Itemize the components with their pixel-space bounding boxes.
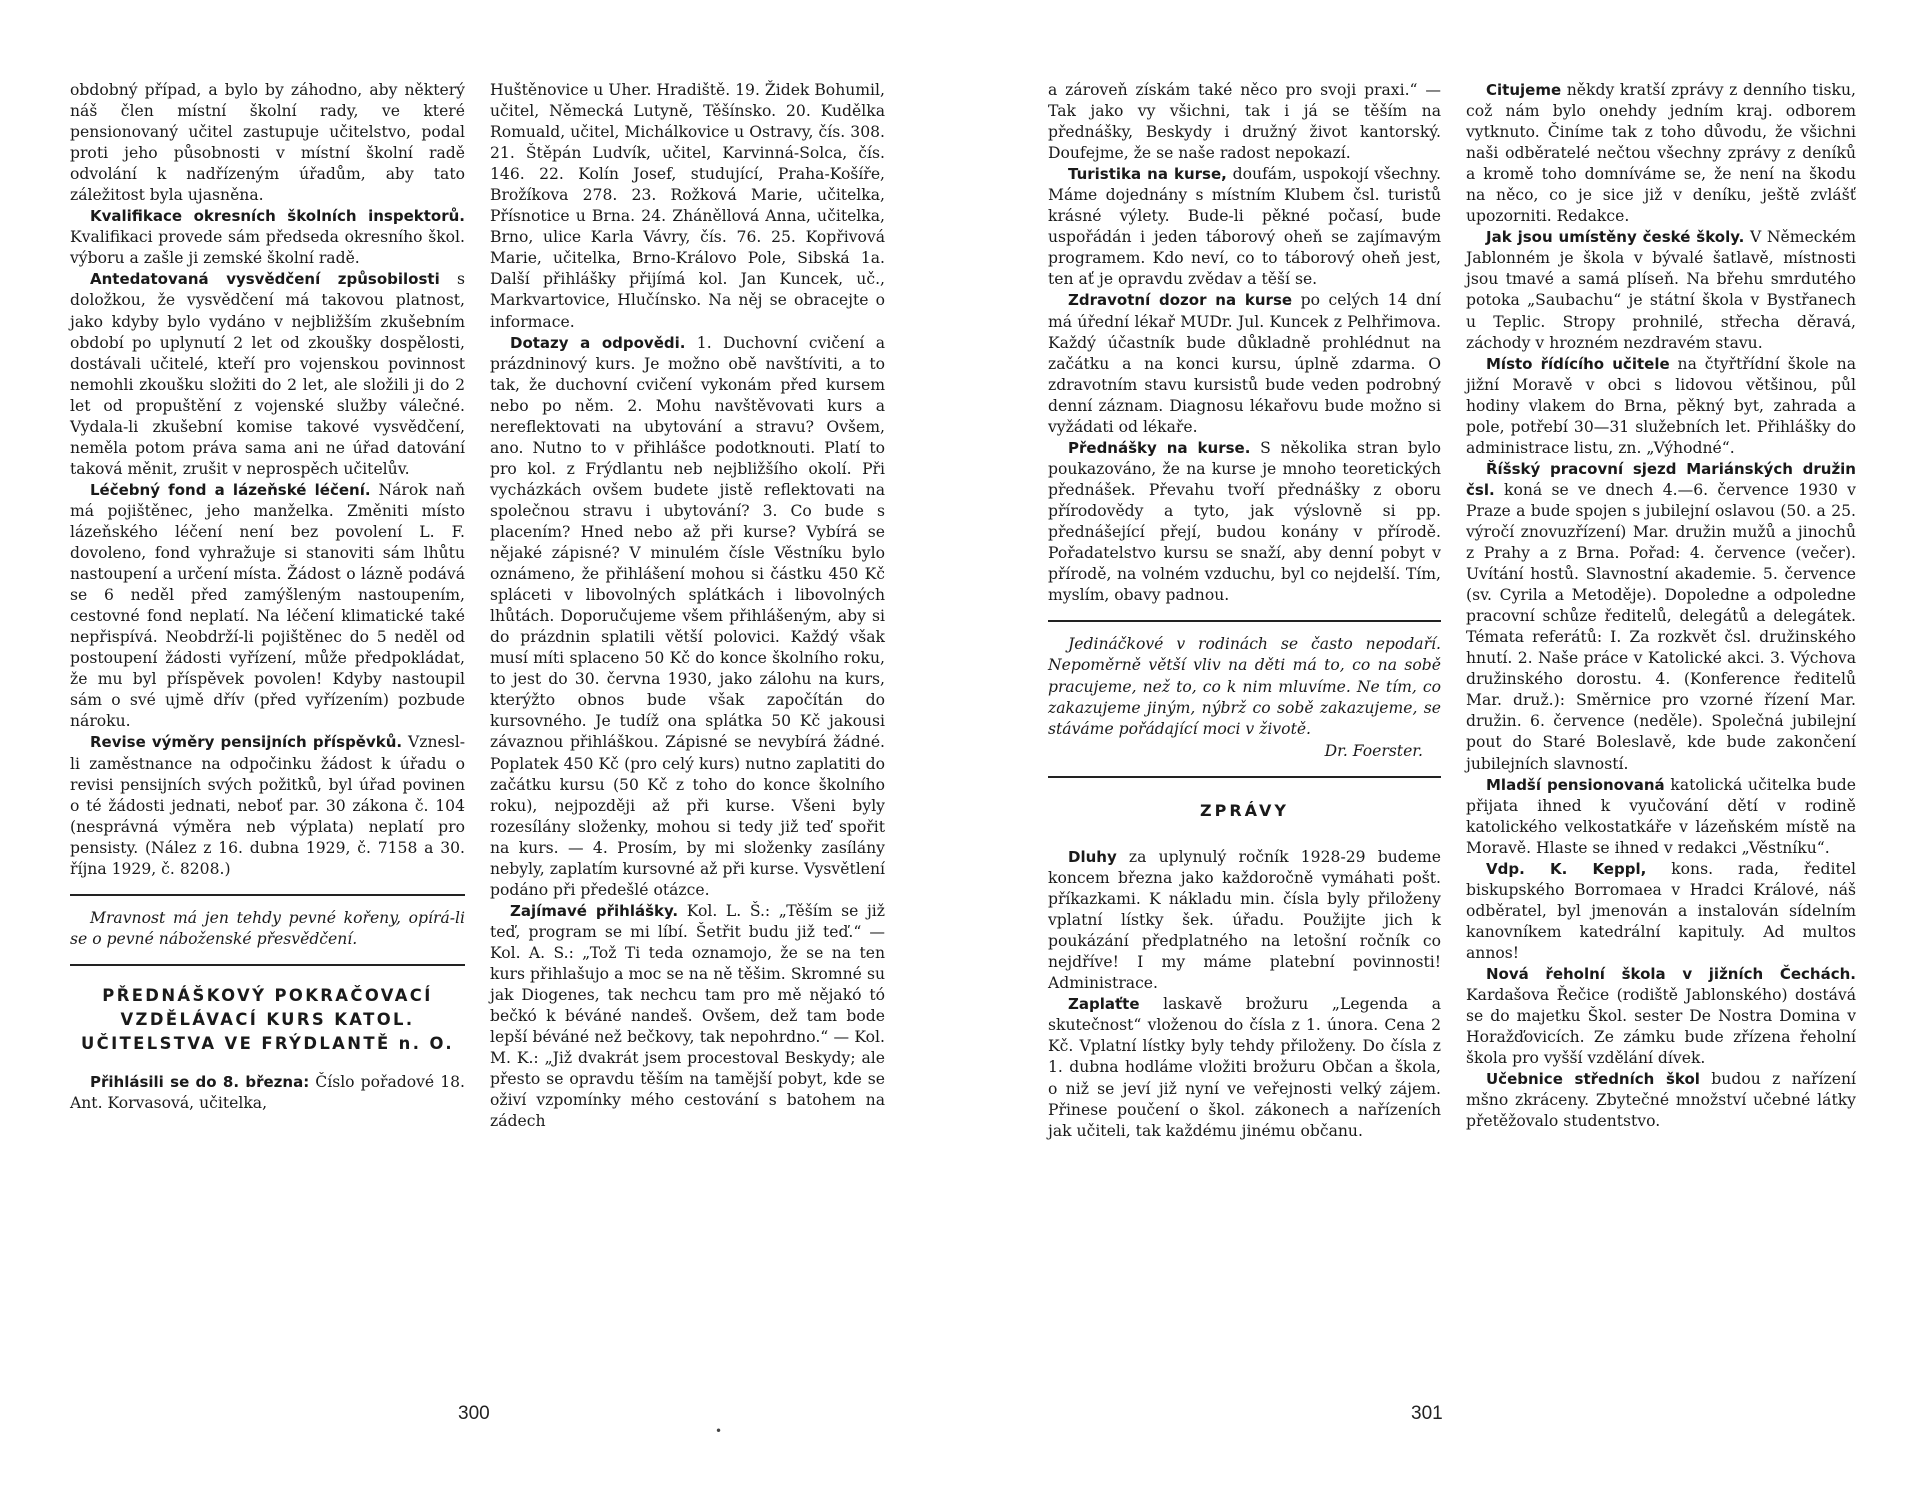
article-zajimave: Zajímavé přihlášky. Kol. L. Š.: „Těším se již teď, program se mi líbí. Šetřit budu již teď.“ — Kol. A. S.: „Tož Ti teda oznamojo, že se na ten kurs přihlašujo a moc se na ně těšim. Skromné su jak Diogenes, tak nechcu tam pro mě nějakó tó bečkó k béváné nandeš. Ovšem, dež tam bode lepší béváné než bečkovy, tak nepohrdno.“ — Kol. M. K.: „Již dvakrát jsem procestoval Beskydy; ale přesto se opravdu těším na tamější pobyt, kde se oživí vzpomínky mého cestování s batohem na zádech bbox=[490, 901, 885, 1131]
article-ucebnice: Učebnice středních škol budou z nařízení mšno zkráceny. Zbytečné množství učebné látky přetěžovalo studentstvo. bbox=[1466, 1070, 1856, 1131]
right-page-column-2 bbox=[1466, 80, 1856, 1132]
article-zaplatte: Zaplaťte laskavě brožuru „Legenda a skutečnost“ vloženou do čísla z 1. února. Cena 2 Kč. Vplatní lístky byly tehdy přiloženy. Do čísla z 1. dubna hodláme vložiti brožuru Občan a škola, o niž se jeví již nyní ve veřejnosti velký zájem. Přinese poučení o škol. zákonech a nařízeních jak učiteli, tak každému jinému občanu. bbox=[1048, 995, 1441, 1140]
section-heading: PŘEDNÁŠKOVÝ POKRAČOVACÍ VZDĚLÁVACÍ KURS KATOL. UČITELSTVA VE FRÝDLANTĚ n. O. bbox=[80, 986, 455, 1054]
article-jak-jsou: Jak jsou umístěny české školy. V Německém Jablonném je škola v bývalé šatlavě, místnosti jsou tmavé a samá plíseň. Na břehu smrdutého potoka „Saubachu“ je státní škola v Bystřanech u Teplic. Stropy prohnilé, střecha děravá, záchody v hrozném nezdravém stavu. bbox=[1466, 228, 1856, 352]
left-page-column-1 bbox=[70, 80, 465, 1114]
article-heading: Zdravotní dozor na kurse bbox=[1068, 291, 1293, 310]
article-citujeme: Citujeme někdy kratší zprávy z denního tisku, což nám bylo onehdy jedním kraj. odborem vytknuto. Činíme tak z toho důvodu, že všichni naši odběratelé nečtou všechny zprávy z deníků a kromě toho domníváme se, že není na škodu na něco, co je sice již v deníku, ještě zvlášť upozorniti. Redakce. bbox=[1466, 81, 1856, 226]
article-kvalifikace: Kvalifikace okresních školních inspektorů. Kvalifikaci provede sám předseda okresního škol. výboru a zašle ji zemské školní radě. bbox=[70, 207, 465, 268]
quote-author: Dr. Foerster. bbox=[1324, 741, 1423, 760]
article-heading: Jak jsou umístěny české školy. bbox=[1486, 228, 1745, 247]
article-dluhy: Dluhy za uplynulý ročník 1928-29 budeme koncem března jako každoročně vymáhati pošt. příkazkami. K nákladu min. čísla byly přiloženy vplatní lístky šek. úřadu. Použijte jich k poukázání předplatného na letošní ročník co nejdříve! I my máme platební povinnosti! Administrace. bbox=[1048, 848, 1441, 993]
quote-foerster: Jedináčkové v rodinách se často nepodaří. Nepoměrně větší vliv na děti má to, co na sobě pracujeme, než to, co k nim mluvíme. Ne tím, co zakazujeme jiným, nýbrž co sobě zakazujeme, se stáváme pořádající moci v životě. Dr. Foerster. bbox=[1048, 634, 1441, 740]
article-heading: Mladší pensionovaná bbox=[1486, 775, 1665, 794]
divider-rule bbox=[1048, 620, 1441, 622]
article-heading: Zaplaťte bbox=[1068, 995, 1140, 1014]
article-paragraph: a zároveň získám také něco pro svoji praxi.“ — Tak jako vy všichni, tak i já se těším na přednášky, Beskydy i družný život kantorský. Doufejme, že se naše radost nepokazí. bbox=[1048, 81, 1441, 163]
article-misto: Místo řídícího učitele na čtyřtřídní škole na jižní Moravě v obci s lidovou většinou, půl hodiny vlakem do Brna, pěkný byt, zahrada a pole, potřebí 30—31 služebních let. Přihlášky do administrace listu, zn. „Výhodné“. bbox=[1466, 354, 1856, 457]
article-zdravotni: Zdravotní dozor na kurse po celých 14 dní má úřední lékař MUDr. Jul. Kuncek z Pelhřimova. Každý účastník bude důkladně prohlédnut na začátku a na konci kursu, úplně zdarma. O zdravotním stavu kursistů bude veden podrobný denní záznam. Diagnosu lékařovu bude možno si vyžádati od lékaře. bbox=[1048, 291, 1441, 436]
article-heading: Dotazy a odpovědi. bbox=[510, 333, 686, 352]
article-paragraph: obdobný případ, a bylo by záhodno, aby některý náš člen místní školní rady, ve které pensionovaný učitel zastupuje učitelstvo, podal proti jeho působnosti v místní školní radě odvolání k nadřízeným úřadům, aby tato záležitost byla ujasněna. bbox=[70, 81, 465, 205]
article-antedatovana: Antedatovaná vysvědčení způsobilosti s doložkou, že vysvědčení má takovou platnost, jako kdyby bylo vydáno v nejbližším zkušebním období po uplynutí 2 let od zkoušky dospělosti, dostávali učitelé, kteří pro vojenskou povinnost nemohli zkoušku složiti do 2 let, ale složili ji do 2 let od propuštění z vojenské služby válečné. Vydala-li zkušební komise takové vysvědčení, neměla potom práva sama ani ne úřad datování taková měnit, zrušit v neprospěch učitelův. bbox=[70, 270, 465, 478]
article-revise: Revise výměry pensijních příspěvků. Vznesl-li zaměstnance na odpočinku žádost k úřadu o revisi pensijních svých požitků, byl úřad povinen o té žádosti jednati, neboť par. 30 zákona č. 104 (nesprávná výměra neb výplata) neplatí pro pensisty. (Nález z 16. dubna 1929, č. 7158 a 30. října 1929, č. 8208.) bbox=[70, 733, 465, 878]
page-number-right: 301 bbox=[1411, 1403, 1443, 1424]
article-heading: Léčebný fond a lázeňské léčení. bbox=[90, 480, 371, 499]
article-heading: Citujeme bbox=[1486, 81, 1562, 99]
article-heading: Přednášky na kurse. bbox=[1068, 438, 1251, 457]
article-paragraph: Huštěnovice u Uher. Hradiště. 19. Židek Bohumil, učitel, Německá Lutyně, Těšínsko. 20. Kudělka Romuald, učitel, Michálkovice u Ostravy, čís. 308. 21. Štěpán Ludvík, učitel, Karvinná-Solca, čís. 146. 22. Kolín Josef, studující, Praha-Košíře, Brožíkova 278. 23. Rožková Marie, učitelka, Přísnotice u Brna. 24. Zháněllová Anna, učitelka, Brno, ulice Karla Vávry, čís. 76. 25. Kopřivová Marie, učitelka, Brno-Královo Pole, Sibská 1a. Další přihlášky přijímá kol. Jan Kuncek, uč., Markvartovice, Hlučínsko. Na něj se obracejte o informace. bbox=[490, 81, 885, 331]
article-keppl: Vdp. K. Keppl, kons. rada, ředitel biskupského Borromaea v Hradci Králové, náš odběratel, byl jmenován a instalován sídelním kanovníkem katedrální kapituly. Ad multos annos! bbox=[1466, 859, 1856, 962]
article-heading: Kvalifikace okresních školních inspektorů. bbox=[90, 207, 465, 226]
article-nova-skola: Nová řeholní škola v jižních Čechách. Kardašova Řečice (rodiště Jablonského) dostává se do majetku Škol. sester De Nostra Domina v Horažďovicích. Ze zámku bude zřízena řeholní škola pro vyšší vzdělání dívek. bbox=[1466, 964, 1856, 1068]
article-mladsi: Mladší pensionovaná katolická učitelka bude přijata ihned k vyučování dětí v rodině katolického velkostatkáře v lázeňském místě na Moravě. Hlaste se ihned v redakci „Věstníku“. bbox=[1466, 775, 1857, 857]
article-heading: Učebnice středních škol bbox=[1486, 1070, 1700, 1089]
page-number-left: 300 bbox=[458, 1403, 490, 1424]
article-heading: Dluhy bbox=[1068, 848, 1117, 866]
article-heading: Revise výměry pensijních příspěvků. bbox=[90, 733, 403, 752]
divider-rule bbox=[1048, 776, 1441, 778]
left-page-column-2 bbox=[490, 80, 885, 1132]
quote-mravnost: Mravnost má jen tehdy pevné kořeny, opírá-li se o pevné náboženské přesvědčení. bbox=[70, 908, 465, 949]
article-prednasky: Přednášky na kurse. S několika stran bylo poukazováno, že na kurse je mnoho teoretických přednášek. Převahu tvoří přednášky z oboru přírodovědy a tyto, jak výslovně si pp. přednášející přejí, budou konány v přírodě. Pořadatelstvo kursu se snaží, aby denní pobyt v přírodě, na volném vzduchu, byl co nejdelší. Tím, myslím, obavy padnou. bbox=[1048, 438, 1441, 605]
print-speck: • bbox=[715, 1424, 723, 1438]
section-heading: ZPRÁVY bbox=[1200, 800, 1289, 820]
article-heading: Říšský pracovní sjezd Mariánských družin čsl. bbox=[1466, 459, 1856, 499]
divider-rule bbox=[70, 964, 465, 966]
article-lecebny-fond: Léčebný fond a lázeňské léčení. Nárok naň má pojištěnec, jeho manželka. Změniti místo lázeňského léčení není bez povolení L. F. dovoleno, fond vyhražuje si stanoviti sám lhůtu nastoupení a určení místa. Žádost o lázně podává se 6 neděl před zamýšleným nastoupením, cestovné fond neplatí. Na léčení klimatické také nepřispívá. Neobdrží-li pojištěnec do 5 neděl od postoupení žádosti vyřízení, může předpokládat, že mu byl příspěvek povolen! Kdyby nastoupil sám o své ujmě dřív (před vyřízením) pozbude nároku. bbox=[70, 480, 466, 731]
article-sjezd: Říšský pracovní sjezd Mariánských družin čsl. koná se ve dnech 4.—6. července 1930 v Praze a bude spojen s jubilejní oslavou (50. a 25. výročí znovuzřízení) Mar. družin mužů a jinochů z Prahy a z Brna. Pořad: 4. července (večer). Uvítání hostů. Slavnostní akademie. 5. července (sv. Cyrila a Metoděje). Dopoledne a odpoledne pracovní schůze ředitelů, delegátů a delegátek. Témata referátů: I. Za rozkvět čsl. družinského hnutí. 2. Naše práce v Katolické akci. 3. Výchova družinského dorostu. 4. (Konference ředitelů Mar. druž.): Směrnice pro vzorné řízení Mar. družin. 6. července (neděle). Společná jubilejní pout do Staré Boleslavě, kde bude zakončení jubilejních slavností. bbox=[1466, 459, 1856, 773]
article-heading: Místo řídícího učitele bbox=[1486, 354, 1670, 373]
article-dotazy: Dotazy a odpovědi. 1. Duchovní cvičení a prázdninový kurs. Je možno obě navštíviti, a to tak, že duchovní cvičení vykonám před kursem nebo po něm. 2. Mohu navštěvovati kurs a nereflektovati na ubytování a stravu? Ovšem, ano. Nutno to v přihlášce podotknouti. Platí to pro kol. z Frýdlantu neb nejbližšího okolí. Při vycházkách ovšem budete jistě reflektovati na společnou stravu i ubytování? 3. Co bude s placením? Hned nebo až při kurse? Vybírá se nějaké zápisné? V minulém čísle Věstníku bylo oznámeno, že přihlášení mohou si částku 450 Kč spláceti v libovolných splátkách i libovolných lhůtách. Doporučujeme všem přihlášeným, aby si do prázdnin splatili větší polovici. Každý však musí míti splaceno 50 Kč do konce školního roku, to jest do 30. června 1930, jako zálohu na kurs, kterýžto obnos bude však započítán do kursovného. Je tudíž ona splátka 50 Kč jakousi závaznou přihláškou. Zápisné se nevybírá žádné. Poplatek 450 Kč (pro celý kurs) nutno zaplatiti do začátku kursu (50 Kč z toho do konce školního roku), nejpozději až při kurse. Všeni byly rozesílány složenky, mohou si tedy již teď spořit na kurs. — 4. Prosím, by mi složenky zasílány nebyly, zaplatím kursovné až při kurse. Vysvětlení podáno při předešlé otázce. bbox=[490, 333, 885, 899]
article-heading: Turistika na kurse, bbox=[1068, 165, 1227, 184]
article-heading: Antedatovaná vysvědčení způsobilosti bbox=[90, 270, 440, 289]
article-turistika: Turistika na kurse, doufám, uspokojí všechny. Máme dojednány s místním Klubem čsl. turistů krásné výlety. Bude-li pěkné počasí, bude uspořádán i jeden táborový oheň se zajímavým programem. Kdo neví, co to táborový oheň jest, ten ať je opravdu zvědav a těší se. bbox=[1048, 165, 1441, 289]
article-prihlasili: Přihlásili se do 8. března: Číslo pořadové 18. Ant. Korvasová, učitelka, bbox=[70, 1073, 465, 1113]
divider-rule bbox=[70, 894, 465, 896]
article-heading: Přihlásili se do 8. března: bbox=[90, 1073, 310, 1092]
article-heading: Vdp. K. Keppl, bbox=[1486, 859, 1647, 878]
article-heading: Nová řeholní škola v jižních Čechách. bbox=[1486, 964, 1856, 983]
right-page-column-1 bbox=[1048, 80, 1441, 1142]
article-heading: Zajímavé přihlášky. bbox=[510, 901, 679, 920]
